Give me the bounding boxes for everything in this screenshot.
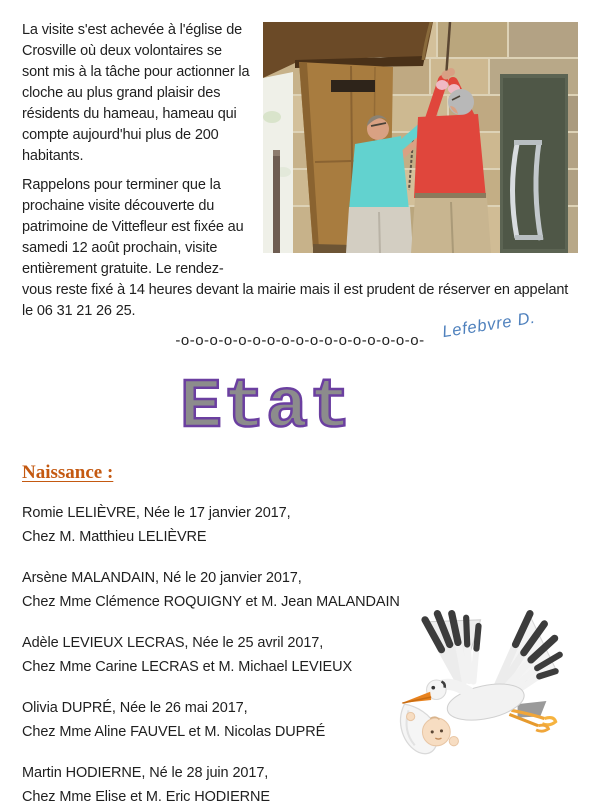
birth-line-name: Adèle LEVIEUX LECRAS, Née le 25 avril 2017, — [22, 635, 324, 651]
church-bell-photo — [263, 22, 578, 253]
subsection-title-naissance: Naissance : — [22, 462, 114, 483]
birth-line-name: Romie LELIÈVRE, Née le 17 janvier 2017, — [22, 505, 291, 521]
birth-line-parents: Chez Mme Carine LECRAS et M. Michael LEVIEUX — [22, 659, 353, 675]
separator-dashes: -o-o-o-o-o-o-o-o-o-o-o-o-o-o-o-o-o- — [175, 332, 425, 349]
birth-entry — [22, 761, 578, 809]
birth-line-parents: Chez Mme Clémence ROQUIGNY et M. Jean MALANDAIN — [22, 594, 400, 610]
intro-section — [22, 20, 578, 322]
birth-line-name: Martin HODIERNE, Né le 28 juin 2017, — [22, 765, 269, 781]
birth-line-parents: Chez Mme Aline FAUVEL et M. Nicolas DUPRÉ — [22, 724, 326, 740]
stork-baby-illustration — [388, 600, 568, 762]
birth-line-name: Arsène MALANDAIN, Né le 20 janvier 2017, — [22, 570, 302, 586]
birth-line-parents: Chez M. Matthieu LELIÈVRE — [22, 529, 207, 545]
birth-line-parents: Chez Mme Elise et M. Eric HODIERNE — [22, 789, 270, 805]
stork-baby-image — [388, 600, 568, 762]
section-title-etat: Etat — [180, 369, 353, 448]
separator-row — [22, 308, 578, 358]
intro-paragraph-2: Rappelons pour terminer que la prochaine visite découverte du patrimoine de Vittefleur est fixée au samedi 12 août prochain, visite entièrement gratuite. Le rendez-vous reste fixé à 14 heures devant la mairie mais il est prudent de réserver en appelant le 06 31 21 26 25. — [22, 177, 569, 319]
birth-line-name: Olivia DUPRÉ, Née le 26 mai 2017, — [22, 700, 248, 716]
church-bell-photo-image — [263, 22, 578, 253]
birth-entry — [22, 501, 578, 549]
signature-lefebvre: Lefebvre D. — [440, 308, 537, 342]
intro-paragraph-1: La visite s'est achevée à l'église de Crosville où deux volontaires se sont mis à la tâche pour actionner la cloche au plus grand plaisir des résidents du hameau, hameau qui compte aujourd'hui plus de 200 habitants. — [22, 22, 250, 164]
